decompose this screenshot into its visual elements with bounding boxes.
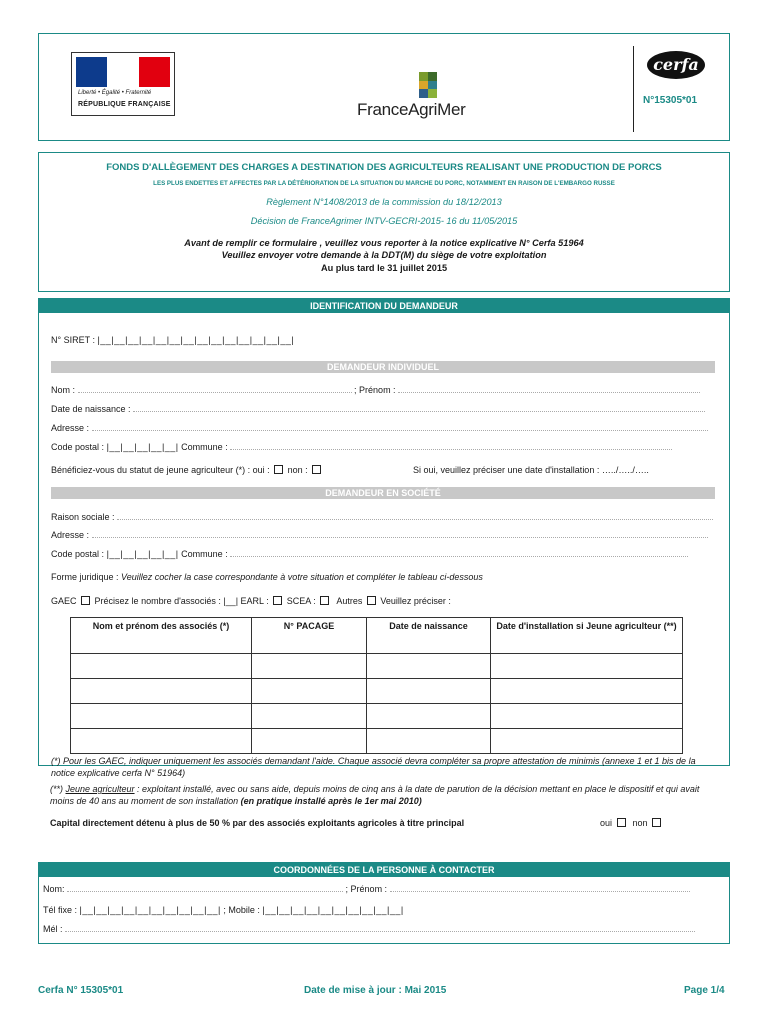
siret-input[interactable]: |__|__|__|__|__|__|__|__|__|__|__|__|__|__| <box>97 335 295 345</box>
gaec-checkbox[interactable] <box>81 596 90 605</box>
contact-mel-row <box>43 924 695 934</box>
contact-prenom-field[interactable] <box>390 884 690 892</box>
autres-precise: Veuillez préciser : <box>380 596 451 606</box>
cerfa-divider <box>633 46 634 132</box>
naissance-label: Date de naissance : <box>51 404 131 414</box>
republique-francaise-logo <box>71 52 175 116</box>
jeune-non-label: non : <box>287 465 308 475</box>
capital-label: Capital directement détenu à plus de 50 % par des associés exploitants agricoles à titre principal <box>50 818 465 828</box>
capital-oui-label: oui <box>600 818 613 828</box>
structure-row <box>51 596 451 606</box>
note2-bold: (en pratique installé après le 1er mai 2010) <box>240 796 422 806</box>
jeune-non-checkbox[interactable] <box>312 465 321 474</box>
mobile-input[interactable]: |__|__|__|__|__|__|__|__|__|__| <box>262 905 404 915</box>
capital-oui-checkbox[interactable] <box>617 818 626 827</box>
prenom-label: ; Prénom : <box>354 385 396 395</box>
decision-line: Décision de FranceAgrimer INTV-GECRI-2015- 16 du 11/05/2015 <box>250 216 518 226</box>
contact-tel-row <box>43 905 404 915</box>
contact-nom-label: Nom: <box>43 884 65 894</box>
table-header-row <box>71 618 683 654</box>
table-cell[interactable] <box>71 654 252 679</box>
table-row <box>71 654 683 679</box>
table-cell[interactable] <box>367 679 491 704</box>
siret-row <box>51 335 294 345</box>
contact-nom-row <box>43 884 690 894</box>
commune2-label: Commune : <box>181 549 228 559</box>
autres-label: Autres <box>336 596 363 606</box>
cp2-label: Code postal : <box>51 549 105 559</box>
autres-checkbox[interactable] <box>367 596 376 605</box>
form-subtitle: LES PLUS ENDETTES ET AFFECTES PAR LA DÉTÉRIORATION DE LA SITUATION DU MARCHE DU PORC, NOTAMMENT EN RAISON DE L'EMBARGO RUSSE <box>153 180 615 187</box>
adresse-label: Adresse : <box>51 423 90 433</box>
franceagrimer-name: FranceAgriMer <box>357 100 466 119</box>
rf-name: RÉPUBLIQUE FRANÇAISE <box>78 101 171 108</box>
footer-page: Page 1/4 <box>684 985 725 996</box>
cerfa-logo: cerfa <box>647 51 705 79</box>
contact-header: COORDONNÉES DE LA PERSONNE À CONTACTER <box>39 863 729 877</box>
raison-label: Raison sociale : <box>51 512 115 522</box>
cp-label: Code postal : <box>51 442 105 452</box>
nom-label: Nom : <box>51 385 76 395</box>
identification-section <box>38 298 730 778</box>
footer-cerfa: Cerfa N° 15305*01 <box>38 985 124 996</box>
jeune-oui-checkbox[interactable] <box>274 465 283 474</box>
note2-prefix: (**) <box>50 784 66 794</box>
naissance-field[interactable] <box>133 404 705 412</box>
rf-motto: Liberté • Égalité • Fraternité <box>78 90 152 96</box>
capital-non-label: non <box>632 818 648 828</box>
cp2-row <box>51 549 688 559</box>
instruction-deadline: Au plus tard le 31 juillet 2015 <box>320 263 448 273</box>
raison-field[interactable] <box>117 512 713 520</box>
col-nom-header: Nom et prénom des associés (*) <box>71 618 252 654</box>
tricolor-flag-icon <box>76 57 170 87</box>
table-cell[interactable] <box>367 654 491 679</box>
table-row <box>71 729 683 754</box>
forme-row <box>51 572 483 582</box>
adresse2-label: Adresse : <box>51 530 90 540</box>
note-gaec: (*) Pour les GAEC, indiquer uniquement les associés demandant l'aide. Chaque associé devra compléter sa propre attestation de minimis (annexe 1 et 1 bis de la notice explicative cerfa N° 51964) <box>51 756 696 778</box>
cp-row <box>51 442 672 452</box>
jeune-label: Bénéficiez-vous du statut de jeune agriculteur (*) : oui : <box>51 465 270 475</box>
franceagrimer-mark-icon <box>419 72 437 98</box>
forme-label: Forme juridique : <box>51 572 119 582</box>
table-cell[interactable] <box>491 679 683 704</box>
associes-table <box>70 617 683 754</box>
instruction-send: Veuillez envoyer votre demande à la DDT(M) du siège de votre exploitation <box>221 250 547 260</box>
table-cell[interactable] <box>252 704 367 729</box>
table-cell[interactable] <box>491 704 683 729</box>
commune-label: Commune : <box>181 442 228 452</box>
note-jeune-agriculteur <box>50 783 720 807</box>
header-box <box>38 33 730 141</box>
adresse2-field[interactable] <box>92 530 708 538</box>
table-cell[interactable] <box>252 679 367 704</box>
adresse-field[interactable] <box>92 423 708 431</box>
mobile-label: ; Mobile : <box>223 905 260 915</box>
title-box <box>38 152 730 292</box>
contact-section <box>38 862 730 944</box>
col-naissance-header: Date de naissance <box>367 618 491 654</box>
note2-text: : exploitant installé, avec ou sans aide, depuis moins de cinq ans à la date de parution de la décision mettant en place le dispositif et qui avait moins de 40 ans au moment de son installation <box>50 784 700 806</box>
table-row <box>71 704 683 729</box>
mel-field[interactable] <box>65 924 695 932</box>
jeune-row <box>51 465 323 475</box>
form-title: FONDS D'ALLÈGEMENT DES CHARGES A DESTINATION DES AGRICULTEURS REALISANT UNE PRODUCTION DE PORCS <box>106 162 662 173</box>
capital-choice <box>600 818 663 828</box>
table-cell[interactable] <box>71 729 252 754</box>
gaec-precise: Précisez le nombre d'associés : <box>94 596 221 606</box>
prenom-field[interactable] <box>398 385 700 393</box>
cp2-input[interactable]: |__|__|__|__|__| <box>106 549 179 559</box>
adresse-row <box>51 423 708 433</box>
contact-prenom-label: ; Prénom : <box>345 884 388 894</box>
table-cell[interactable] <box>491 729 683 754</box>
table-cell[interactable] <box>71 704 252 729</box>
cp-input[interactable]: |__|__|__|__|__| <box>106 442 179 452</box>
gaec-label: GAEC <box>51 596 77 606</box>
societe-header: DEMANDEUR EN SOCIÉTÉ <box>51 487 715 499</box>
note2-term: Jeune agriculteur <box>65 784 135 794</box>
siret-label: N° SIRET : <box>51 335 95 345</box>
capital-non-checkbox[interactable] <box>652 818 661 827</box>
table-cell[interactable] <box>367 704 491 729</box>
franceagrimer-logo <box>357 72 487 118</box>
nom-row <box>51 385 700 395</box>
cerfa-number: N°15305*01 <box>643 95 698 106</box>
regulation-line: Règlement N°1408/2013 de la commission du 18/12/2013 <box>266 197 502 207</box>
table-cell[interactable] <box>491 654 683 679</box>
table-cell[interactable] <box>252 729 367 754</box>
footer-update-date: Date de mise à jour : Mai 2015 <box>304 985 447 996</box>
scea-checkbox[interactable] <box>320 596 329 605</box>
scea-label: SCEA : <box>286 596 316 606</box>
contact-nom-field[interactable] <box>67 884 343 892</box>
table-cell[interactable] <box>252 654 367 679</box>
individuel-header: DEMANDEUR INDIVIDUEL <box>51 361 715 373</box>
tel-input[interactable]: |__|__|__|__|__|__|__|__|__|__| <box>79 905 221 915</box>
table-cell[interactable] <box>71 679 252 704</box>
commune2-field[interactable] <box>230 549 688 557</box>
earl-label: EARL : <box>240 596 269 606</box>
mel-label: Mél : <box>43 924 63 934</box>
nom-field[interactable] <box>78 385 352 393</box>
table-cell[interactable] <box>367 729 491 754</box>
table-row <box>71 679 683 704</box>
instruction-notice: Avant de remplir ce formulaire , veuillez vous reporter à la notice explicative N° Cerfa 51964 <box>184 238 584 248</box>
forme-hint: Veuillez cocher la case correspondante à votre situation et compléter le tableau ci-dessous <box>121 572 483 582</box>
gaec-associes-input[interactable]: |__| <box>223 596 239 606</box>
adresse2-row <box>51 530 708 540</box>
col-pacage-header: N° PACAGE <box>252 618 367 654</box>
col-installation-header: Date d'installation si Jeune agriculteur (**) <box>491 618 683 654</box>
commune-field[interactable] <box>230 442 672 450</box>
install-date-label[interactable]: Si oui, veuillez préciser une date d'installation : …../…../….. <box>413 465 649 475</box>
raison-row <box>51 512 713 522</box>
naissance-row <box>51 404 705 414</box>
identification-header: IDENTIFICATION DU DEMANDEUR <box>39 299 729 313</box>
tel-label: Tél fixe : <box>43 905 78 915</box>
earl-checkbox[interactable] <box>273 596 282 605</box>
